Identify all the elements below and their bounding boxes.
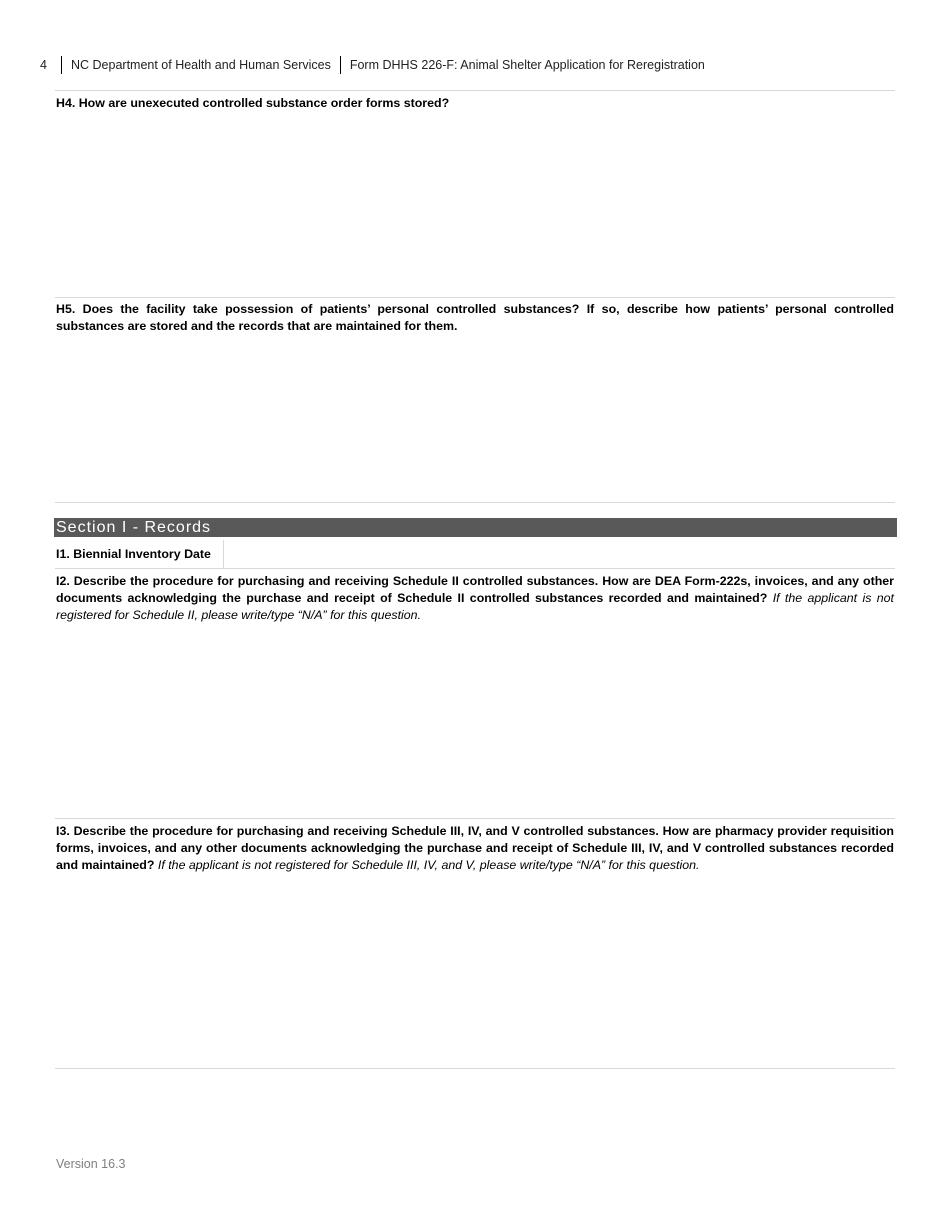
divider	[55, 502, 895, 503]
divider	[55, 90, 895, 91]
answer-i2-field[interactable]	[56, 628, 894, 814]
question-i2	[56, 573, 894, 624]
answer-h5-field[interactable]	[56, 338, 894, 498]
question-i2-note: If the applicant is not registered for Schedule II, please write/type “N/A” for this question.	[56, 591, 894, 622]
page-number: 4	[40, 58, 47, 72]
page-header	[40, 56, 910, 74]
header-divider	[340, 56, 341, 74]
biennial-inventory-date-input[interactable]	[225, 540, 895, 568]
question-h5-text: H5. Does the facility take possession of patients’ personal controlled substances? If so, describe how patients’ personal controlled substances are stored and the records that are maintained for them.	[56, 302, 894, 333]
field-divider	[223, 540, 224, 568]
biennial-inventory-label: I1. Biennial Inventory Date	[56, 547, 211, 561]
section-i-title: Section I - Records	[56, 519, 212, 536]
biennial-inventory-row	[55, 540, 895, 568]
header-divider	[61, 56, 62, 74]
divider	[55, 1068, 895, 1069]
divider	[55, 818, 895, 819]
question-i3-text: I3. Describe the procedure for purchasing and receiving Schedule III, IV, and V controlled substances. How are pharmacy provider requisition forms, invoices, and any other documents acknowledging the purchase and receipt of Schedule III, IV, and V controlled substances recorded and maintained?	[56, 824, 894, 872]
department-name: NC Department of Health and Human Services	[71, 58, 331, 72]
divider	[55, 568, 895, 569]
divider	[55, 297, 895, 298]
section-i-header	[54, 518, 897, 537]
form-title: Form DHHS 226-F: Animal Shelter Application for Reregistration	[349, 58, 705, 72]
answer-h4-field[interactable]	[56, 115, 894, 295]
question-i2-text: I2. Describe the procedure for purchasing and receiving Schedule II controlled substances. How are DEA Form-222s, invoices, and any other documents acknowledging the purchase and receipt of Schedule II controlled substances recorded and maintained?	[56, 574, 894, 605]
question-h4	[56, 95, 894, 112]
question-h5	[56, 301, 894, 335]
question-i3-note: If the applicant is not registered for Schedule III, IV, and V, please write/type “N/A” for this question.	[157, 858, 700, 872]
version-footer: Version 16.3	[56, 1157, 126, 1171]
answer-i3-field[interactable]	[56, 878, 894, 1064]
question-i3	[56, 823, 894, 874]
question-h4-text: H4. How are unexecuted controlled substance order forms stored?	[56, 96, 450, 110]
